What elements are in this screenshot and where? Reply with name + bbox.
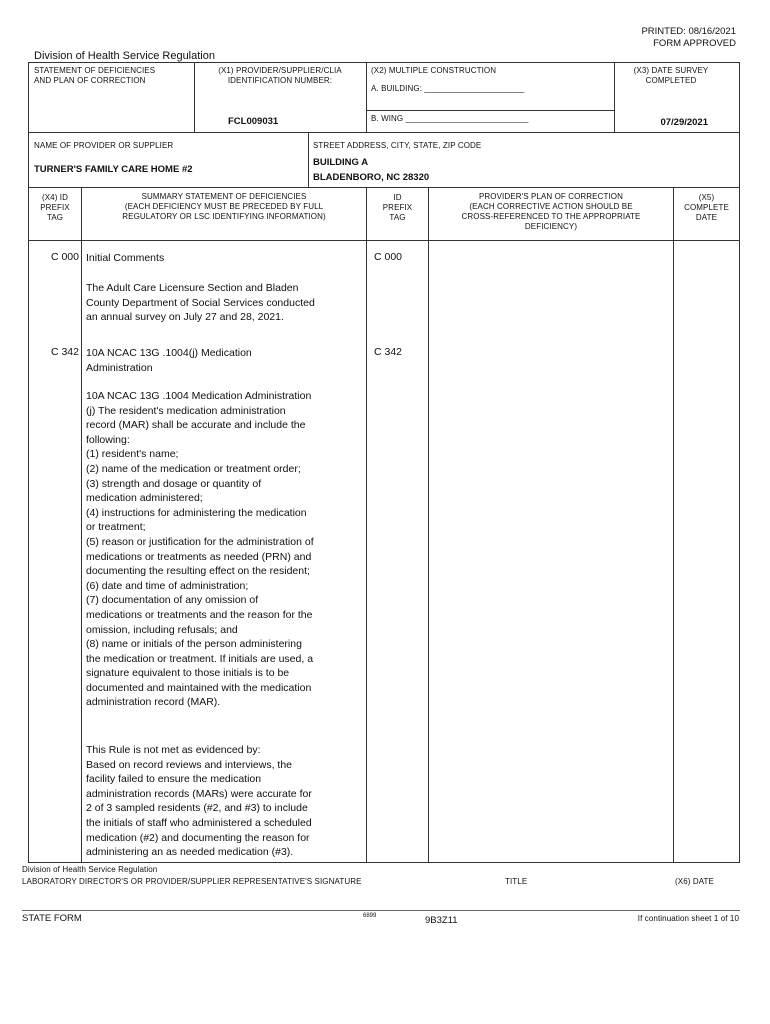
entry-tag: C 342 [50, 346, 79, 358]
continuation-label: If continuation sheet 1 of 10 [637, 914, 739, 923]
rule-x1 [194, 62, 195, 132]
rule-footer [22, 910, 740, 911]
date-label: (X6) DATE [675, 877, 714, 886]
x3-label: (X3) DATE SURVEY COMPLETED [633, 66, 709, 85]
entry-text: The Adult Care Licensure Section and Bladen County Department of Social Services conducted an annual survey on July 27 and 28, 2021. [86, 282, 315, 324]
rule-left [28, 62, 29, 862]
provider-name-label: NAME OF PROVIDER OR SUPPLIER [34, 141, 174, 150]
x2-building: A. BUILDING: ______________________ [371, 84, 525, 93]
rule-wing [366, 110, 614, 111]
entry-right-tag: C 342 [374, 346, 403, 358]
rule-after-ids [28, 132, 740, 133]
provider-name: TURNER'S FAMILY CARE HOME #2 [34, 164, 193, 175]
col-summary-header: SUMMARY STATEMENT OF DEFICIENCIES (EACH DEFICIENCY MUST BE PRECEDED BY FULL REGULATORY OR LSC IDENTIFYING INFORMATION) [122, 192, 326, 221]
agency-name: Division of Health Service Regulation [34, 50, 215, 62]
entry-title: 10A NCAC 13G .1004(j) Medication Administration [86, 347, 252, 374]
address-line2: BLADENBORO, NC 28320 [313, 172, 430, 183]
survey-date: 07/29/2021 [660, 117, 708, 128]
entry-title: Initial Comments [86, 252, 165, 264]
rule-right [739, 62, 740, 862]
event-id: 9B3Z11 [425, 915, 458, 926]
rule-col-summary [366, 187, 367, 862]
x2-wing: B. WING ___________________________ [371, 114, 529, 123]
provider-id: FCL009031 [228, 116, 279, 127]
rule-x2 [366, 62, 367, 132]
x2-label: (X2) MULTIPLE CONSTRUCTION [371, 66, 497, 75]
address-line1: BUILDING A [313, 157, 369, 168]
col-x5-header: (X5) COMPLETE DATE [684, 193, 729, 222]
address-label: STREET ADDRESS, CITY, STATE, ZIP CODE [313, 141, 482, 150]
entry-right-tag: C 000 [374, 251, 403, 263]
rule-col-id [428, 187, 429, 862]
rule-col-plan [673, 187, 674, 862]
title-label: TITLE [505, 877, 528, 886]
col-id-header: ID PREFIX TAG [382, 193, 413, 222]
col-x4-header: (X4) ID PREFIX TAG [40, 193, 70, 222]
rule-address [308, 132, 309, 187]
rule-after-provider [28, 187, 740, 188]
x1-label: (X1) PROVIDER/SUPPLIER/CLIA IDENTIFICATION NUMBER: [218, 66, 342, 85]
form-approved: FORM APPROVED [653, 38, 736, 49]
signature-label: LABORATORY DIRECTOR'S OR PROVIDER/SUPPLIER REPRESENTATIVE'S SIGNATURE [22, 877, 362, 886]
entry-tag: C 000 [50, 251, 79, 263]
col-plan-header: PROVIDER'S PLAN OF CORRECTION (EACH CORRECTIVE ACTION SHOULD BE CROSS-REFERENCED TO THE APPROPRIATE DEFICIENCY) [461, 192, 641, 231]
printed-date: PRINTED: 08/16/2021 [641, 26, 736, 37]
rule-after-colheads [28, 240, 740, 241]
entry-findings-text: This Rule is not met as evidenced by: Based on record reviews and interviews, the facility failed to ensure the medication administration records (MARs) were accurate for 2 of 3 sampled residents (#2, and #3) to include the initials of staff who administered a scheduled medication (#2) and documenting the reason for administering an as needed medication (#3). [86, 744, 312, 859]
form-code: 6899 [363, 913, 377, 919]
rule-col-x4 [81, 187, 82, 862]
rule-x3 [614, 62, 615, 132]
state-form-label: STATE FORM [22, 913, 82, 924]
rule-top [28, 62, 740, 63]
statement-label: STATEMENT OF DEFICIENCIES AND PLAN OF CORRECTION [34, 66, 156, 85]
entry-rule-text: 10A NCAC 13G .1004 Medication Administration (j) The resident's medication administration record (MAR) shall be accurate and include the following: (1) resident's name; (2) name of the medication or treatment order; (3) strength and dosage or quantity of medication administered; (4) instructions for administering the medication or treatment; (5) reason or justification for the administration of medications or treatments as needed (PRN) and documenting the resulting effect on the resident; (6) date and time of administration; (7) documentation of any omission of medications or treatments and the reason for the omission, including refusals; and (8) name or initials of the person administering the medication or treatment. If initials are used, a signature equivalent to those initials is to be documented and maintained with the medication administration record (MAR). [86, 390, 314, 709]
rule-bottom [28, 862, 740, 863]
footer-agency: Division of Health Service Regulation [22, 865, 158, 874]
